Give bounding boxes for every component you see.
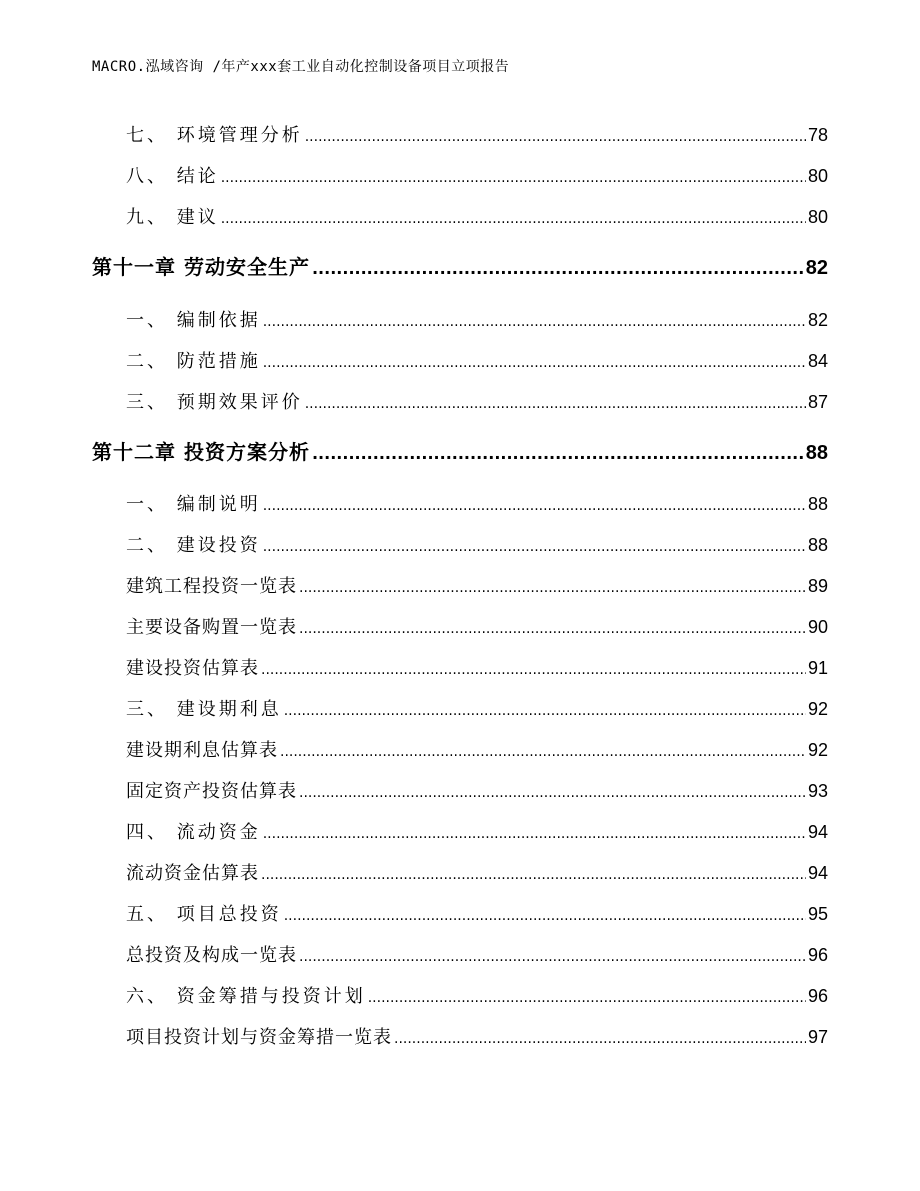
toc-dot-leader	[368, 985, 806, 1011]
toc-entry-label: 四、 流动资金	[126, 822, 261, 843]
toc-entry[interactable]	[126, 532, 828, 560]
toc-dot-leader	[312, 254, 804, 284]
toc-dot-leader	[284, 698, 806, 724]
toc-entry-label: 二、 建设投资	[126, 535, 261, 556]
toc-entry[interactable]	[126, 983, 828, 1011]
toc-entry-page: 91	[807, 658, 828, 678]
toc-chapter-label: 第十二章 投资方案分析	[92, 440, 310, 464]
toc-entry-label: 建设期利息估算表	[126, 740, 278, 761]
toc-entry-label: 固定资产投资估算表	[126, 781, 297, 802]
toc-entry-page: 92	[807, 699, 828, 719]
toc-entry-page: 90	[807, 617, 828, 637]
toc-entry-page: 80	[807, 207, 828, 227]
toc-entry-page: 92	[807, 740, 828, 760]
toc-table-entry[interactable]	[126, 1024, 828, 1052]
toc-entry-label: 一、 编制说明	[126, 494, 261, 515]
toc-entry[interactable]	[126, 307, 828, 335]
toc-dot-leader	[312, 439, 804, 469]
toc-entry-label: 总投资及构成一览表	[126, 945, 297, 966]
toc-entry-page: 82	[807, 310, 828, 330]
toc-dot-leader	[299, 575, 806, 601]
toc-entry-page: 89	[807, 576, 828, 596]
toc-entry-label: 二、 防范措施	[126, 351, 261, 372]
toc-entry-label: 三、 预期效果评价	[126, 392, 303, 413]
toc-dot-leader	[263, 821, 806, 847]
toc-dot-leader	[280, 739, 806, 765]
toc-entry-page: 97	[807, 1027, 828, 1047]
toc-entry-label: 一、 编制依据	[126, 310, 261, 331]
toc-entry-label: 建筑工程投资一览表	[126, 576, 297, 597]
toc-entry-label: 七、 环境管理分析	[126, 125, 303, 146]
toc-entry-label: 五、 项目总投资	[126, 904, 282, 925]
toc-dot-leader	[305, 124, 806, 150]
toc-dot-leader	[284, 903, 806, 929]
toc-entry-label: 九、 建议	[126, 207, 219, 228]
toc-entry[interactable]	[126, 901, 828, 929]
toc-dot-leader	[221, 165, 806, 191]
header-rule	[92, 84, 828, 85]
toc-entry[interactable]	[126, 491, 828, 519]
toc-entry-page: 95	[807, 904, 828, 924]
toc-table-entry[interactable]	[126, 942, 828, 970]
toc-table-entry[interactable]	[126, 860, 828, 888]
toc-table-entry[interactable]	[126, 655, 828, 683]
toc-entry-label: 流动资金估算表	[126, 863, 259, 884]
toc-entry-page: 80	[807, 166, 828, 186]
toc-entry-page: 88	[807, 535, 828, 555]
toc-entry-label: 三、 建设期利息	[126, 699, 282, 720]
toc-dot-leader	[261, 862, 806, 888]
toc-entry-label: 八、 结论	[126, 166, 219, 187]
toc-table-entry[interactable]	[126, 778, 828, 806]
toc-dot-leader	[263, 493, 806, 519]
toc-entry-page: 94	[807, 822, 828, 842]
toc-entry-label: 项目投资计划与资金筹措一览表	[126, 1027, 392, 1048]
toc-entry-label: 六、 资金筹措与投资计划	[126, 986, 366, 1007]
toc-entry[interactable]	[126, 819, 828, 847]
running-header: MACRO.泓域咨询 /年产xxx套工业自动化控制设备项目立项报告	[92, 59, 510, 75]
toc-dot-leader	[221, 206, 806, 232]
toc-entry-page: 87	[807, 392, 828, 412]
toc-entry-page: 94	[807, 863, 828, 883]
toc-chapter-entry[interactable]	[92, 252, 828, 284]
toc-entry-page: 88	[807, 494, 828, 514]
toc-table-entry[interactable]	[126, 737, 828, 765]
toc-entry[interactable]	[126, 389, 828, 417]
toc-entry[interactable]	[126, 348, 828, 376]
toc-dot-leader	[305, 391, 806, 417]
toc-dot-leader	[299, 944, 806, 970]
toc-dot-leader	[299, 780, 806, 806]
toc-entry-page: 84	[807, 351, 828, 371]
toc-entry-label: 主要设备购置一览表	[126, 617, 297, 638]
toc-dot-leader	[263, 309, 806, 335]
toc-dot-leader	[299, 616, 806, 642]
toc-entry-page: 96	[807, 945, 828, 965]
toc-dot-leader	[261, 657, 806, 683]
toc-entry-page: 78	[807, 125, 828, 145]
toc-entry[interactable]	[126, 163, 828, 191]
toc-dot-leader	[263, 350, 806, 376]
toc-entry-label: 建设投资估算表	[126, 658, 259, 679]
toc-entry[interactable]	[126, 204, 828, 232]
toc-entry-page: 96	[807, 986, 828, 1006]
toc-entry-page: 93	[807, 781, 828, 801]
toc-table-entry[interactable]	[126, 614, 828, 642]
toc-chapter-page: 82	[805, 257, 828, 279]
toc-chapter-entry[interactable]	[92, 437, 828, 469]
toc-dot-leader	[263, 534, 806, 560]
toc-chapter-page: 88	[805, 442, 828, 464]
toc-table-entry[interactable]	[126, 573, 828, 601]
toc-entry[interactable]	[126, 122, 828, 150]
toc-dot-leader	[394, 1026, 806, 1052]
toc-chapter-label: 第十一章 劳动安全生产	[92, 255, 310, 279]
toc-entry[interactable]	[126, 696, 828, 724]
